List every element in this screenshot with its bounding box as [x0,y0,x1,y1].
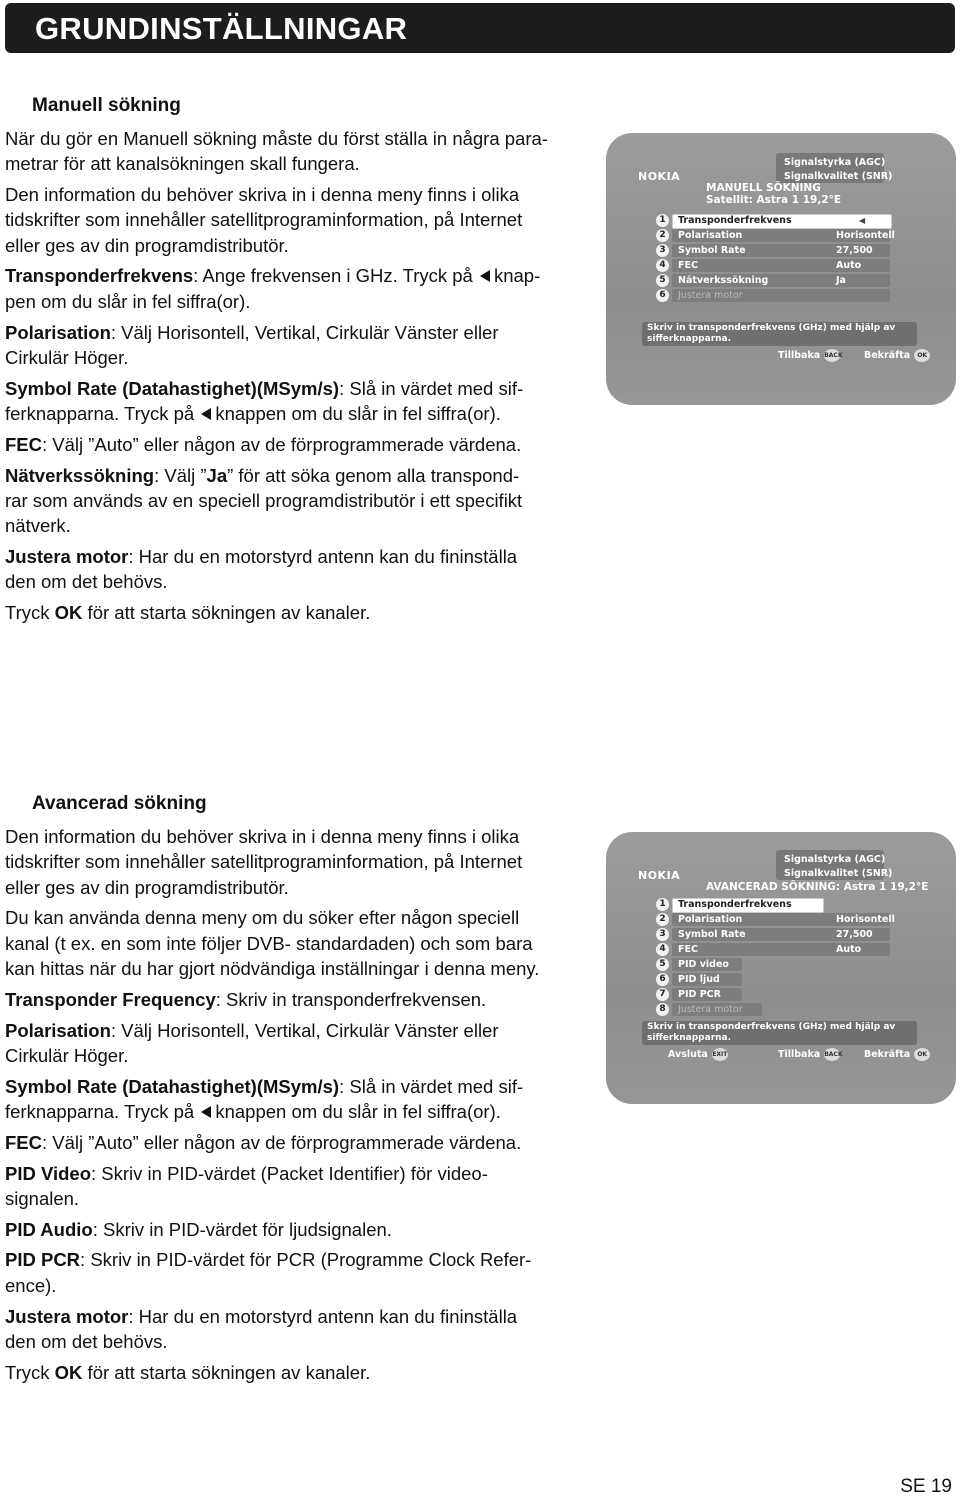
row-label: Justera motor [678,290,743,301]
manual-network-search [5,463,599,539]
back-key-icon: BACK [824,349,840,362]
page-header [5,3,955,53]
menu-row[interactable] [656,988,891,1002]
menu-row[interactable] [656,1003,891,1017]
menu-row[interactable] [656,259,891,273]
text: : Har du en motorstyrd antenn kan du fininställa [128,545,518,567]
confirm-button[interactable] [864,1048,930,1061]
advanced-search-screenshot [606,832,956,1104]
signal-strength: Signalstyrka (AGC) [784,157,886,168]
term: Ja [206,464,228,486]
row-number: 7 [656,988,669,1001]
nokia-logo: NOKIA [638,170,681,183]
term: FEC [5,1131,42,1153]
text-line: När du gör en Manuell sökning måste du först ställa in några para- [5,128,548,149]
menu-title: AVANCERAD SÖKNING: Astra 1 19,2°E [706,881,929,893]
text: : Ange frekvensen i GHz. Tryck på [193,265,473,287]
menu-row[interactable] [656,913,895,927]
menu-row[interactable] [656,958,891,972]
row-value: Horisontell [836,230,895,241]
term: PID PCR [5,1249,81,1271]
text: : Skriv in transponderfrekvensen. [215,988,487,1010]
menu-row[interactable] [656,229,895,243]
menu-row[interactable] [656,898,891,912]
text: ferknapparna. Tryck på [5,402,195,424]
text: : Välj ”Auto” eller någon av de förprogrammerade värdena. [42,1131,522,1153]
menu-row[interactable] [656,274,891,288]
ok-key-icon: OK [914,1048,930,1061]
text: nätverk. [5,515,71,537]
help-line: sifferknapparna. [647,334,732,344]
row-number: 5 [656,958,669,971]
advanced-ok [5,1360,599,1385]
term: Polarisation [5,1019,111,1041]
signal-quality: Signalkvalitet (SNR) [784,171,893,182]
text: för att starta sökningen av kanaler. [82,1361,371,1383]
row-number: 3 [656,244,669,257]
menu-row[interactable] [656,943,891,957]
text: knappen om du slår in fel siffra(or). [215,402,501,424]
manual-symbol-rate [5,376,599,427]
left-arrow-icon [480,270,490,282]
text: knap- [493,265,541,287]
text-line: metrar för att kanalsökningen skall fungera. [5,153,360,175]
text: den om det behövs. [5,1330,168,1352]
row-label: Justera motor [678,1004,743,1015]
term: Transponderfrekvens [5,265,194,287]
term: Nätverkssökning [5,464,155,486]
manual-motor [5,544,599,595]
menu-row[interactable] [656,973,891,987]
term: OK [54,602,83,624]
exit-key-icon: EXIT [712,1048,728,1061]
back-label: Tillbaka [778,350,821,361]
confirm-label: Bekräfta [864,350,911,361]
row-label: Polarisation [678,914,743,925]
text-line: tidskrifter som innehåller satellitprograminformation, på Internet [5,851,523,873]
row-label: Transponderfrekvens [678,899,792,910]
menu-title: MANUELL SÖKNING [706,182,821,194]
left-arrow-icon [201,1106,211,1118]
manual-body [5,126,599,631]
text-line: Den information du behöver skriva in i denna meny finns i olika [5,826,520,847]
row-label: FEC [678,260,698,271]
manual-frequency [5,263,599,314]
text: signalen. [5,1187,80,1209]
text-line: Du kan använda denna meny om du söker efter någon speciell [5,907,520,929]
row-number: 1 [656,898,669,911]
menu-subtitle: Satellit: Astra 1 19,2°E [706,194,842,206]
back-key-icon: BACK [824,1048,840,1061]
row-value: 27,500 [836,929,873,940]
advanced-pid-audio [5,1217,599,1242]
term: Symbol Rate (Datahastighet)(MSym/s) [5,1075,340,1097]
term: Polarisation [5,321,111,343]
advanced-usage [5,905,599,981]
back-button[interactable] [778,1048,843,1061]
row-number: 3 [656,928,669,941]
text: pen om du slår in fel siffra(or). [5,290,251,312]
term: PID Audio [5,1218,93,1240]
manual-info [5,182,599,258]
row-label: FEC [678,944,698,955]
row-label: PID video [678,959,729,970]
menu-row[interactable] [656,289,891,303]
row-number: 4 [656,259,669,272]
row-number: 8 [656,1003,669,1016]
text: : Skriv in PID-värdet för ljudsignalen. [92,1218,392,1240]
confirm-button[interactable] [864,349,930,362]
text: Tryck [5,602,55,624]
page-title: GRUNDINSTÄLLNINGAR [35,11,408,46]
manual-intro [5,126,599,177]
advanced-pid-video [5,1161,599,1212]
signal-quality: Signalkvalitet (SNR) [784,868,893,879]
help-line: Skriv in transponderfrekvens (GHz) med hjälp av [647,1022,896,1032]
manual-polarisation [5,320,599,371]
row-label: PID PCR [678,989,721,1000]
row-value: 27,500 [836,245,873,256]
exit-button[interactable] [668,1048,728,1061]
text: ferknapparna. Tryck på [5,1100,195,1122]
text-line: kan hittas när du har gjort nödvändiga inställningar i denna meny. [5,957,540,979]
menu-row[interactable] [656,928,891,942]
text: : Har du en motorstyrd antenn kan du fininställa [128,1305,518,1327]
row-value: Ja [836,275,846,286]
help-line: sifferknapparna. [647,1033,732,1043]
text-line: eller ges av din programdistributör. [5,234,289,256]
text: : Skriv in PID-värdet (Packet Identifier) för video- [91,1162,488,1184]
menu-row[interactable] [656,244,891,258]
help-text [647,1022,912,1044]
text: : Skriv in PID-värdet för PCR (Programme Clock Refer- [80,1249,532,1271]
row-number: 4 [656,943,669,956]
manual-ok [5,600,599,625]
manual-heading: Manuell sökning [32,95,181,116]
term: Justera motor [5,1305,129,1327]
row-number: 6 [656,973,669,986]
row-label: Polarisation [678,230,743,241]
text: rar som används av en speciell programdistributör i ett specifikt [5,489,523,511]
left-arrow-icon [201,408,211,420]
speaker-icon: ◀ [859,216,866,225]
term: Transponder Frequency [5,988,216,1010]
term: PID Video [5,1162,92,1184]
term: Justera motor [5,545,129,567]
page-number: SE 19 [900,1476,952,1497]
text: : Slå in värdet med sif- [339,1075,524,1097]
term: FEC [5,433,42,455]
row-value: Horisontell [836,914,895,925]
back-label: Tillbaka [778,1049,821,1060]
row-label: Symbol Rate [678,929,746,940]
manual-fec [5,432,599,457]
text: : Välj Horisontell, Vertikal, Cirkulär Vänster eller [110,1019,499,1041]
text-line: Den information du behöver skriva in i denna meny finns i olika [5,184,520,206]
text-line: tidskrifter som innehåller satellitprograminformation, på Internet [5,209,523,231]
row-number: 2 [656,229,669,242]
advanced-heading: Avancerad sökning [32,793,207,814]
text: : Välj Horisontell, Vertikal, Cirkulär Vänster eller [110,321,499,343]
confirm-label: Bekräfta [864,1049,911,1060]
text: för att starta sökningen av kanaler. [82,602,371,624]
exit-label: Avsluta [668,1049,708,1060]
advanced-body [5,824,599,1390]
signal-strength: Signalstyrka (AGC) [784,854,886,865]
help-text [647,323,912,345]
row-value: Auto [836,944,862,955]
text-line: eller ges av din programdistributör. [5,876,289,898]
text: knappen om du slår in fel siffra(or). [215,1100,501,1122]
advanced-frequency [5,987,599,1012]
text: Cirkulär Höger. [5,1044,129,1066]
help-line: Skriv in transponderfrekvens (GHz) med hjälp av [647,323,896,333]
row-number: 5 [656,274,669,287]
text: Cirkulär Höger. [5,346,129,368]
row-label: Symbol Rate [678,245,746,256]
advanced-symbol-rate [5,1074,599,1125]
text: ” för att söka genom alla transpond- [227,464,520,486]
row-label: Nätverkssökning [678,275,769,286]
text-line: kanal (t ex. en som inte följer DVB- standardaden) och som bara [5,932,533,954]
row-number: 6 [656,289,669,302]
term: OK [54,1361,83,1383]
row-label: PID ljud [678,974,720,985]
row-value: Auto [836,260,862,271]
text: Tryck [5,1361,55,1383]
text: : Välj ”Auto” eller någon av de förprogrammerade värdena. [42,433,522,455]
ok-key-icon: OK [914,349,930,362]
back-button[interactable] [778,349,843,362]
advanced-pid-pcr [5,1247,599,1298]
text: : Slå in värdet med sif- [339,377,524,399]
text: ence). [5,1274,57,1296]
advanced-fec [5,1130,599,1155]
row-label: Transponderfrekvens [678,215,792,226]
text: : Välj ” [154,464,207,486]
term: Symbol Rate (Datahastighet)(MSym/s) [5,377,340,399]
menu-row[interactable] [656,214,891,228]
advanced-info [5,824,599,900]
advanced-polarisation [5,1018,599,1069]
text: den om det behövs. [5,571,168,593]
manual-search-screenshot [606,133,956,405]
row-number: 2 [656,913,669,926]
nokia-logo: NOKIA [638,869,681,882]
advanced-motor [5,1304,599,1355]
row-number: 1 [656,214,669,227]
